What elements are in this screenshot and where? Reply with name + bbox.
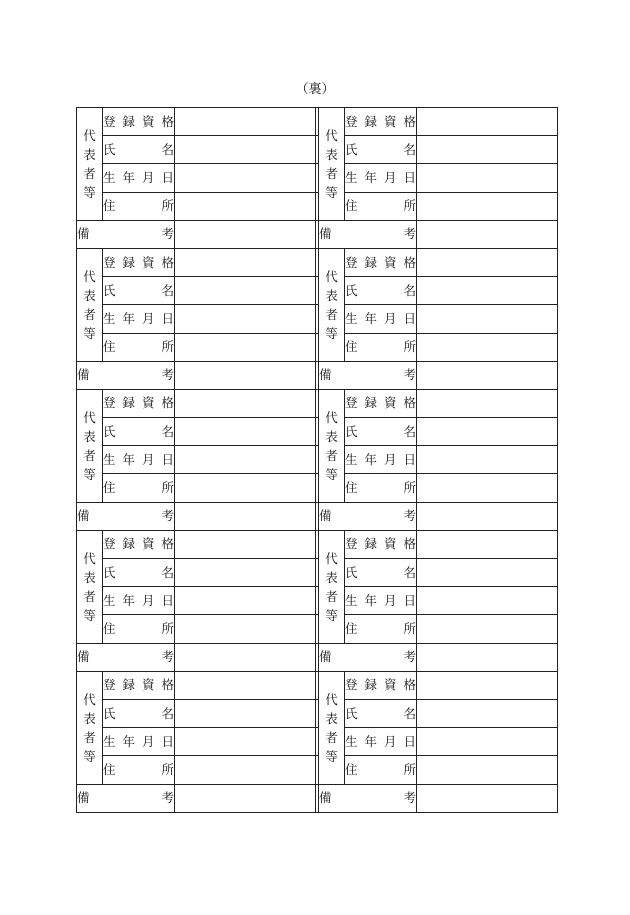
column-gap [316, 446, 319, 474]
table-row [77, 756, 558, 784]
remarks-label-cell [319, 784, 417, 812]
name-label-cell [103, 418, 175, 446]
remarks-label-cell [319, 502, 417, 530]
birthdate-value-field[interactable] [175, 728, 316, 756]
column-gap [316, 756, 319, 784]
registration-label: 登録資格 [345, 113, 416, 129]
representative-label: 代表者等 [83, 268, 96, 341]
name-label: 氏 名 [345, 564, 416, 580]
remarks-label-cell [77, 220, 175, 248]
address-label: 住 所 [345, 198, 416, 214]
registration-label-cell [103, 389, 175, 417]
remarks-label: 備 考 [319, 790, 416, 806]
registration-label: 登録資格 [103, 254, 174, 270]
registration-label-cell [103, 530, 175, 558]
address-value-field[interactable] [175, 333, 316, 361]
birthdate-label-cell [345, 164, 417, 192]
table-row [77, 530, 558, 558]
representative-label: 代表者等 [83, 127, 96, 200]
registration-value-field[interactable] [417, 389, 558, 417]
birthdate-label: 生年月日 [103, 733, 174, 749]
address-value-field[interactable] [175, 615, 316, 643]
column-gap [316, 164, 319, 192]
address-label-cell [103, 756, 175, 784]
address-label-cell [103, 192, 175, 220]
registration-label-cell [345, 108, 417, 136]
remarks-label: 備 考 [77, 649, 174, 665]
representative-label: 代表者等 [325, 127, 338, 200]
representative-label-cell [319, 530, 345, 643]
birthdate-value-field[interactable] [175, 446, 316, 474]
birthdate-label-cell [103, 728, 175, 756]
registration-label: 登録資格 [345, 395, 416, 411]
remarks-label: 備 考 [319, 508, 416, 524]
registration-label: 登録資格 [103, 536, 174, 552]
address-label-cell [345, 333, 417, 361]
birthdate-label: 生年月日 [103, 169, 174, 185]
registration-value-field[interactable] [417, 530, 558, 558]
table-row [77, 277, 558, 305]
remarks-label: 備 考 [77, 226, 174, 242]
table-row [77, 728, 558, 756]
table-row [77, 108, 558, 136]
address-value-field[interactable] [417, 192, 558, 220]
registration-value-field[interactable] [175, 671, 316, 699]
remarks-label-cell [77, 502, 175, 530]
name-label: 氏 名 [345, 705, 416, 721]
registration-label-cell [103, 671, 175, 699]
registration-value-field[interactable] [175, 248, 316, 276]
name-label: 氏 名 [103, 423, 174, 439]
remarks-label-cell [319, 361, 417, 389]
representative-label-cell [319, 108, 345, 221]
remarks-value-field[interactable] [417, 361, 558, 389]
birthdate-label-cell [345, 305, 417, 333]
name-value-field[interactable] [417, 136, 558, 164]
name-label: 氏 名 [103, 282, 174, 298]
registration-label-cell [103, 108, 175, 136]
birthdate-label: 生年月日 [345, 733, 416, 749]
remarks-label-cell [77, 361, 175, 389]
address-label: 住 所 [103, 761, 174, 777]
address-label: 住 所 [103, 198, 174, 214]
representative-label-cell [319, 671, 345, 784]
address-value-field[interactable] [175, 756, 316, 784]
table-row [77, 164, 558, 192]
representative-label: 代表者等 [83, 550, 96, 623]
name-label-cell [345, 418, 417, 446]
registration-label-cell [345, 530, 417, 558]
address-label-cell [103, 474, 175, 502]
birthdate-label: 生年月日 [103, 592, 174, 608]
remarks-value-field[interactable] [175, 361, 316, 389]
column-gap [316, 418, 319, 446]
name-value-field[interactable] [417, 277, 558, 305]
birthdate-label-cell [345, 446, 417, 474]
birthdate-label-cell [103, 587, 175, 615]
name-label-cell [345, 559, 417, 587]
name-value-field[interactable] [175, 136, 316, 164]
birthdate-value-field[interactable] [175, 164, 316, 192]
representative-label-cell [77, 248, 103, 361]
table-row [77, 305, 558, 333]
table-row [77, 418, 558, 446]
birthdate-label: 生年月日 [345, 451, 416, 467]
registration-label: 登録資格 [103, 395, 174, 411]
table-row [77, 361, 558, 389]
address-label-cell [345, 474, 417, 502]
birthdate-value-field[interactable] [417, 164, 558, 192]
address-label: 住 所 [345, 339, 416, 355]
address-label: 住 所 [345, 620, 416, 636]
birthdate-value-field[interactable] [417, 305, 558, 333]
remarks-value-field[interactable] [175, 502, 316, 530]
name-label: 氏 名 [103, 141, 174, 157]
table-row [77, 136, 558, 164]
address-value-field[interactable] [417, 615, 558, 643]
name-label-cell [345, 277, 417, 305]
remarks-value-field[interactable] [417, 502, 558, 530]
representative-label: 代表者等 [325, 691, 338, 764]
table-row [77, 587, 558, 615]
address-label: 住 所 [345, 480, 416, 496]
address-label: 住 所 [345, 761, 416, 777]
name-value-field[interactable] [175, 559, 316, 587]
birthdate-label: 生年月日 [345, 592, 416, 608]
table-row [77, 502, 558, 530]
birthdate-label: 生年月日 [345, 169, 416, 185]
registration-label-cell [345, 389, 417, 417]
address-value-field[interactable] [417, 474, 558, 502]
remarks-label: 備 考 [319, 367, 416, 383]
column-gap [316, 474, 319, 502]
representative-label-cell [319, 248, 345, 361]
address-label-cell [345, 756, 417, 784]
birthdate-value-field[interactable] [175, 587, 316, 615]
address-label-cell [103, 333, 175, 361]
registration-value-field[interactable] [417, 108, 558, 136]
name-value-field[interactable] [417, 418, 558, 446]
name-label: 氏 名 [103, 564, 174, 580]
remarks-label-cell [319, 643, 417, 671]
table-row [77, 784, 558, 812]
name-value-field[interactable] [417, 559, 558, 587]
column-gap [316, 587, 319, 615]
address-value-field[interactable] [417, 333, 558, 361]
column-gap [316, 559, 319, 587]
table-row [77, 192, 558, 220]
table-row [77, 671, 558, 699]
column-gap [316, 728, 319, 756]
birthdate-label: 生年月日 [103, 451, 174, 467]
registration-label: 登録資格 [345, 254, 416, 270]
table-row [77, 699, 558, 727]
registration-value-field[interactable] [175, 108, 316, 136]
address-label-cell [345, 192, 417, 220]
representative-label: 代表者等 [325, 268, 338, 341]
column-gap [316, 615, 319, 643]
address-label: 住 所 [103, 480, 174, 496]
table-row [77, 474, 558, 502]
remarks-label-cell [77, 643, 175, 671]
name-label-cell [103, 559, 175, 587]
name-label-cell [103, 277, 175, 305]
representative-label-cell [77, 389, 103, 502]
birthdate-value-field[interactable] [417, 728, 558, 756]
registration-label-cell [103, 248, 175, 276]
birthdate-value-field[interactable] [417, 446, 558, 474]
table-row [77, 248, 558, 276]
column-gap [316, 277, 319, 305]
column-gap [316, 136, 319, 164]
address-label: 住 所 [103, 620, 174, 636]
name-label-cell [103, 699, 175, 727]
remarks-value-field[interactable] [175, 220, 316, 248]
registration-label-cell [345, 248, 417, 276]
representative-label-cell [77, 108, 103, 221]
address-label: 住 所 [103, 339, 174, 355]
registration-label: 登録資格 [345, 536, 416, 552]
address-value-field[interactable] [417, 756, 558, 784]
birthdate-label-cell [103, 446, 175, 474]
name-label: 氏 名 [345, 141, 416, 157]
representative-form-table [76, 107, 558, 813]
birthdate-value-field[interactable] [417, 587, 558, 615]
name-value-field[interactable] [175, 418, 316, 446]
address-value-field[interactable] [175, 474, 316, 502]
registration-value-field[interactable] [417, 248, 558, 276]
name-value-field[interactable] [175, 699, 316, 727]
table-row [77, 389, 558, 417]
remarks-label: 備 考 [77, 508, 174, 524]
column-gap [316, 192, 319, 220]
representative-label: 代表者等 [325, 409, 338, 482]
birthdate-label-cell [345, 587, 417, 615]
table-row [77, 559, 558, 587]
name-label-cell [345, 136, 417, 164]
registration-label: 登録資格 [103, 677, 174, 693]
address-label-cell [345, 615, 417, 643]
registration-value-field[interactable] [175, 389, 316, 417]
registration-label-cell [345, 671, 417, 699]
representative-label: 代表者等 [83, 409, 96, 482]
remarks-value-field[interactable] [417, 220, 558, 248]
name-value-field[interactable] [417, 699, 558, 727]
registration-value-field[interactable] [417, 671, 558, 699]
column-gap [316, 333, 319, 361]
remarks-value-field[interactable] [175, 784, 316, 812]
table-row [77, 446, 558, 474]
representative-label-cell [319, 389, 345, 502]
table-row [77, 643, 558, 671]
table-row [77, 333, 558, 361]
name-label-cell [103, 136, 175, 164]
remarks-label: 備 考 [319, 649, 416, 665]
birthdate-label: 生年月日 [103, 310, 174, 326]
birthdate-label-cell [103, 305, 175, 333]
column-gap [316, 699, 319, 727]
remarks-label: 備 考 [77, 367, 174, 383]
name-label: 氏 名 [103, 705, 174, 721]
remarks-value-field[interactable] [417, 784, 558, 812]
registration-label: 登録資格 [345, 677, 416, 693]
representative-label-cell [77, 530, 103, 643]
birthdate-value-field[interactable] [175, 305, 316, 333]
remarks-label: 備 考 [77, 790, 174, 806]
remarks-label-cell [77, 784, 175, 812]
table-row [77, 220, 558, 248]
registration-value-field[interactable] [175, 530, 316, 558]
remarks-value-field[interactable] [417, 643, 558, 671]
representative-label: 代表者等 [325, 550, 338, 623]
birthdate-label-cell [345, 728, 417, 756]
column-gap [316, 305, 319, 333]
table-row [77, 615, 558, 643]
birthdate-label-cell [103, 164, 175, 192]
remarks-value-field[interactable] [175, 643, 316, 671]
name-label: 氏 名 [345, 423, 416, 439]
name-label-cell [345, 699, 417, 727]
address-label-cell [103, 615, 175, 643]
representative-label: 代表者等 [83, 691, 96, 764]
remarks-label-cell [319, 220, 417, 248]
registration-label: 登録資格 [103, 113, 174, 129]
remarks-label: 備 考 [319, 226, 416, 242]
name-value-field[interactable] [175, 277, 316, 305]
name-label: 氏 名 [345, 282, 416, 298]
representative-label-cell [77, 671, 103, 784]
page-title: （裏） [295, 82, 335, 97]
birthdate-label: 生年月日 [345, 310, 416, 326]
address-value-field[interactable] [175, 192, 316, 220]
